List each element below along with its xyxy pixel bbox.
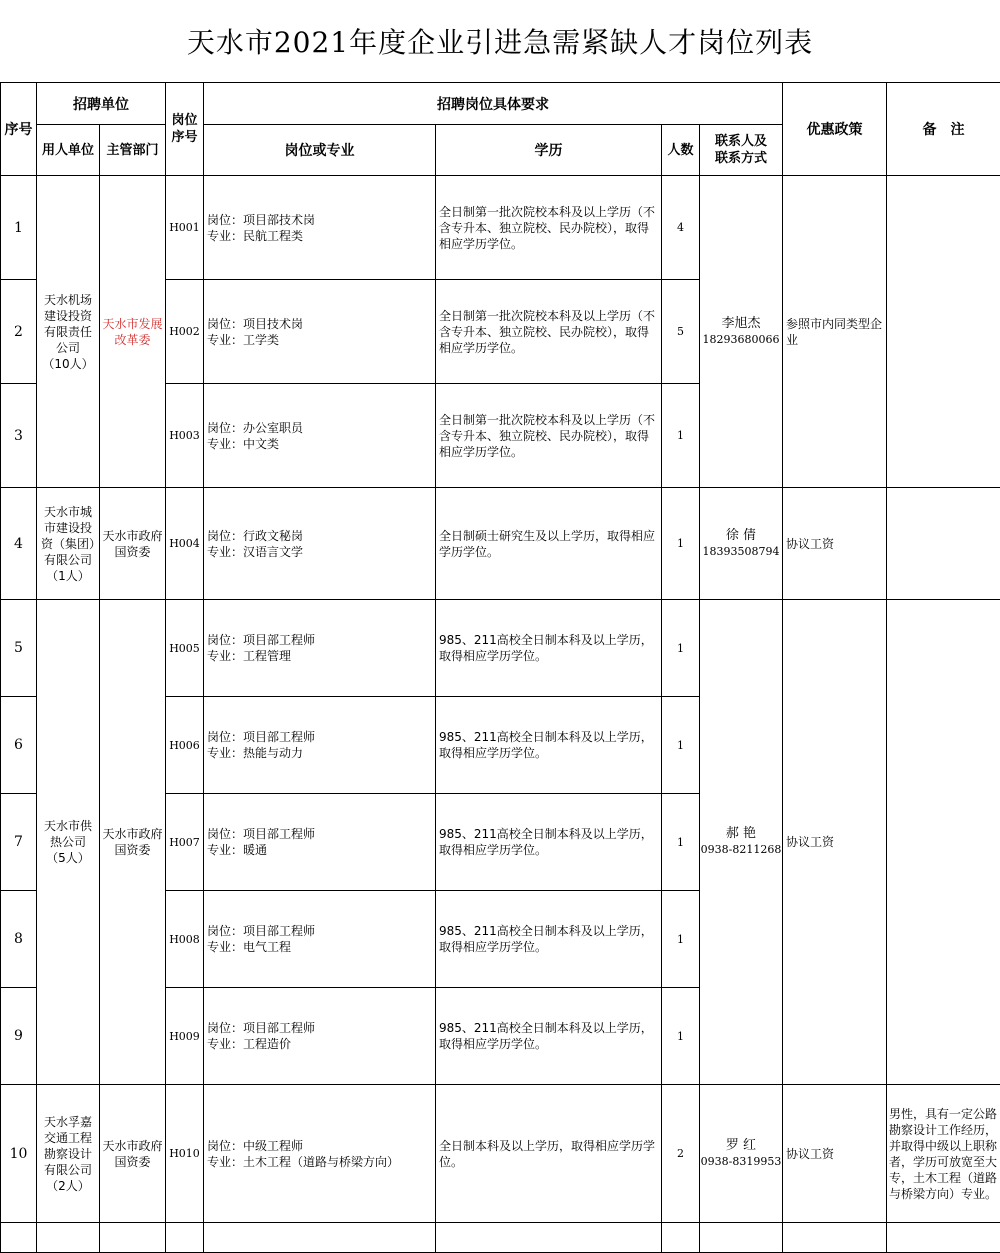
authority-cell: 天水市政府国资委 bbox=[100, 488, 166, 600]
employer-name: 天水市供热公司 bbox=[44, 819, 92, 849]
count-cell: 1 bbox=[662, 697, 700, 794]
row-seq: 7 bbox=[1, 794, 37, 891]
header-post-no bbox=[166, 83, 204, 176]
education-cell: 全日制第一批次院校本科及以上学历（不含专升本、独立院校、民办院校），取得相应学历学位。 bbox=[436, 384, 662, 488]
post-name: 岗位：项目部工程师 bbox=[207, 1020, 435, 1036]
header-count: 人数 bbox=[662, 125, 700, 176]
employer-name: 天水机场建设投资有限责任公司 bbox=[44, 293, 92, 355]
education-cell: 985、211高校全日制本科及以上学历，取得相应学历学位。 bbox=[436, 697, 662, 794]
authority-cell: 天水市政府国资委 bbox=[100, 600, 166, 1085]
employer-cell bbox=[37, 176, 100, 488]
count-cell: 1 bbox=[662, 384, 700, 488]
table-row bbox=[1, 176, 1000, 280]
policy-cell: 协议工资 bbox=[783, 488, 887, 600]
post-name: 岗位：项目部工程师 bbox=[207, 923, 435, 939]
count-cell: 1 bbox=[662, 488, 700, 600]
count-cell: 1 bbox=[662, 891, 700, 988]
header-seq: 序号 bbox=[1, 83, 37, 176]
header-requirements: 招聘岗位具体要求 bbox=[204, 83, 783, 125]
post-code: H006 bbox=[166, 697, 204, 794]
count-cell: 4 bbox=[662, 176, 700, 280]
post-name: 岗位：项目部工程师 bbox=[207, 632, 435, 648]
post-name: 岗位：中级工程师 bbox=[207, 1138, 435, 1154]
employer-count: （5人） bbox=[39, 850, 97, 866]
count-cell: 1 bbox=[662, 600, 700, 697]
post-major-cell bbox=[204, 1085, 436, 1223]
empty-cell bbox=[700, 1223, 783, 1253]
count-cell: 1 bbox=[662, 794, 700, 891]
post-major-cell bbox=[204, 600, 436, 697]
post-code: H005 bbox=[166, 600, 204, 697]
policy-cell: 协议工资 bbox=[783, 1085, 887, 1223]
header-remark: 备 注 bbox=[887, 83, 1000, 176]
count-cell: 1 bbox=[662, 988, 700, 1085]
post-major-cell bbox=[204, 176, 436, 280]
table-row bbox=[1, 488, 1000, 600]
employer-cell bbox=[37, 1085, 100, 1223]
education-cell: 985、211高校全日制本科及以上学历，取得相应学历学位。 bbox=[436, 600, 662, 697]
remark-cell: 男性，具有一定公路勘察设计工作经历，并取得中级以上职称者，学历可放宽至大专，土木工程（道路与桥梁方向）专业。 bbox=[887, 1085, 1000, 1223]
post-code: H008 bbox=[166, 891, 204, 988]
header-post-major: 岗位或专业 bbox=[204, 125, 436, 176]
post-major-cell bbox=[204, 794, 436, 891]
header-contact-line2: 联系方式 bbox=[715, 151, 767, 166]
row-seq: 3 bbox=[1, 384, 37, 488]
page-title: 天水市2021年度企业引进急需紧缺人才岗位列表 bbox=[0, 0, 1000, 82]
policy-cell: 参照市内同类型企业 bbox=[783, 176, 887, 488]
table-row bbox=[1, 600, 1000, 697]
education-cell: 985、211高校全日制本科及以上学历，取得相应学历学位。 bbox=[436, 891, 662, 988]
contact-cell bbox=[700, 1085, 783, 1223]
contact-cell bbox=[700, 600, 783, 1085]
major-name: 专业：电气工程 bbox=[207, 939, 435, 955]
row-seq: 8 bbox=[1, 891, 37, 988]
major-name: 专业：土木工程（道路与桥梁方向） bbox=[207, 1154, 435, 1170]
post-code: H010 bbox=[166, 1085, 204, 1223]
empty-cell bbox=[166, 1223, 204, 1253]
major-name: 专业：民航工程类 bbox=[207, 228, 435, 244]
empty-cell bbox=[37, 1223, 100, 1253]
post-major-cell bbox=[204, 384, 436, 488]
employer-name: 天水孚嘉交通工程勘察设计有限公司 bbox=[44, 1115, 92, 1177]
contact-name: 李旭杰 bbox=[700, 316, 782, 332]
post-name: 岗位：行政文秘岗 bbox=[207, 528, 435, 544]
table-row-partial bbox=[1, 1223, 1000, 1253]
header-education: 学历 bbox=[436, 125, 662, 176]
employer-cell bbox=[37, 488, 100, 600]
header-contact bbox=[700, 125, 783, 176]
row-seq: 5 bbox=[1, 600, 37, 697]
contact-name: 罗 红 bbox=[700, 1138, 782, 1154]
employer-count: （10人） bbox=[39, 356, 97, 372]
authority-cell: 天水市政府国资委 bbox=[100, 1085, 166, 1223]
header-post-no-line2: 序号 bbox=[171, 130, 197, 145]
header-contact-line1: 联系人及 bbox=[715, 134, 767, 149]
post-major-cell bbox=[204, 280, 436, 384]
employer-count: （2人） bbox=[39, 1178, 97, 1194]
header-post-no-line1: 岗位 bbox=[171, 113, 197, 128]
post-major-cell bbox=[204, 891, 436, 988]
major-name: 专业：汉语言文学 bbox=[207, 544, 435, 560]
post-code: H004 bbox=[166, 488, 204, 600]
post-name: 岗位：项目部工程师 bbox=[207, 729, 435, 745]
remark-cell bbox=[887, 176, 1000, 488]
empty-cell bbox=[1, 1223, 37, 1253]
major-name: 专业：工程管理 bbox=[207, 648, 435, 664]
post-name: 岗位：项目技术岗 bbox=[207, 316, 435, 332]
contact-cell bbox=[700, 488, 783, 600]
contact-phone: 18393508794 bbox=[700, 544, 782, 560]
post-name: 岗位：办公室职员 bbox=[207, 420, 435, 436]
remark-cell bbox=[887, 600, 1000, 1085]
header-recruit-unit: 招聘单位 bbox=[37, 83, 166, 125]
contact-name: 徐 倩 bbox=[700, 528, 782, 544]
policy-cell: 协议工资 bbox=[783, 600, 887, 1085]
row-seq: 9 bbox=[1, 988, 37, 1085]
empty-cell bbox=[783, 1223, 887, 1253]
post-major-cell bbox=[204, 488, 436, 600]
header-row-1 bbox=[1, 83, 1000, 125]
post-major-cell bbox=[204, 988, 436, 1085]
education-cell: 全日制硕士研究生及以上学历，取得相应学历学位。 bbox=[436, 488, 662, 600]
post-name: 岗位：项目部技术岗 bbox=[207, 212, 435, 228]
education-cell: 985、211高校全日制本科及以上学历，取得相应学历学位。 bbox=[436, 794, 662, 891]
count-cell: 5 bbox=[662, 280, 700, 384]
employer-cell bbox=[37, 600, 100, 1085]
header-policy: 优惠政策 bbox=[783, 83, 887, 176]
major-name: 专业：中文类 bbox=[207, 436, 435, 452]
major-name: 专业：热能与动力 bbox=[207, 745, 435, 761]
empty-cell bbox=[662, 1223, 700, 1253]
post-code: H007 bbox=[166, 794, 204, 891]
contact-name: 郝 艳 bbox=[700, 826, 782, 842]
remark-cell bbox=[887, 488, 1000, 600]
employer-name: 天水市城市建设投资（集团）有限公司 bbox=[41, 505, 95, 567]
row-seq: 2 bbox=[1, 280, 37, 384]
education-cell: 全日制第一批次院校本科及以上学历（不含专升本、独立院校、民办院校），取得相应学历学位。 bbox=[436, 280, 662, 384]
post-major-cell bbox=[204, 697, 436, 794]
empty-cell bbox=[436, 1223, 662, 1253]
contact-phone: 0938-8211268 bbox=[700, 842, 782, 858]
education-cell: 全日制本科及以上学历，取得相应学历学位。 bbox=[436, 1085, 662, 1223]
education-cell: 985、211高校全日制本科及以上学历，取得相应学历学位。 bbox=[436, 988, 662, 1085]
positions-table bbox=[0, 82, 1000, 1253]
post-code: H001 bbox=[166, 176, 204, 280]
empty-cell bbox=[887, 1223, 1000, 1253]
header-employer: 用人单位 bbox=[37, 125, 100, 176]
contact-phone: 0938-8319953 bbox=[700, 1154, 782, 1170]
count-cell: 2 bbox=[662, 1085, 700, 1223]
empty-cell bbox=[100, 1223, 166, 1253]
post-code: H002 bbox=[166, 280, 204, 384]
post-code: H003 bbox=[166, 384, 204, 488]
contact-cell bbox=[700, 176, 783, 488]
employer-count: （1人） bbox=[39, 568, 97, 584]
row-seq: 6 bbox=[1, 697, 37, 794]
authority-cell: 天水市发展改革委 bbox=[100, 176, 166, 488]
education-cell: 全日制第一批次院校本科及以上学历（不含专升本、独立院校、民办院校），取得相应学历学位。 bbox=[436, 176, 662, 280]
major-name: 专业：工学类 bbox=[207, 332, 435, 348]
row-seq: 1 bbox=[1, 176, 37, 280]
empty-cell bbox=[204, 1223, 436, 1253]
row-seq: 10 bbox=[1, 1085, 37, 1223]
contact-phone: 18293680066 bbox=[700, 332, 782, 348]
post-code: H009 bbox=[166, 988, 204, 1085]
row-seq: 4 bbox=[1, 488, 37, 600]
header-authority: 主管部门 bbox=[100, 125, 166, 176]
major-name: 专业：工程造价 bbox=[207, 1036, 435, 1052]
table-row bbox=[1, 1085, 1000, 1223]
major-name: 专业：暖通 bbox=[207, 842, 435, 858]
post-name: 岗位：项目部工程师 bbox=[207, 826, 435, 842]
